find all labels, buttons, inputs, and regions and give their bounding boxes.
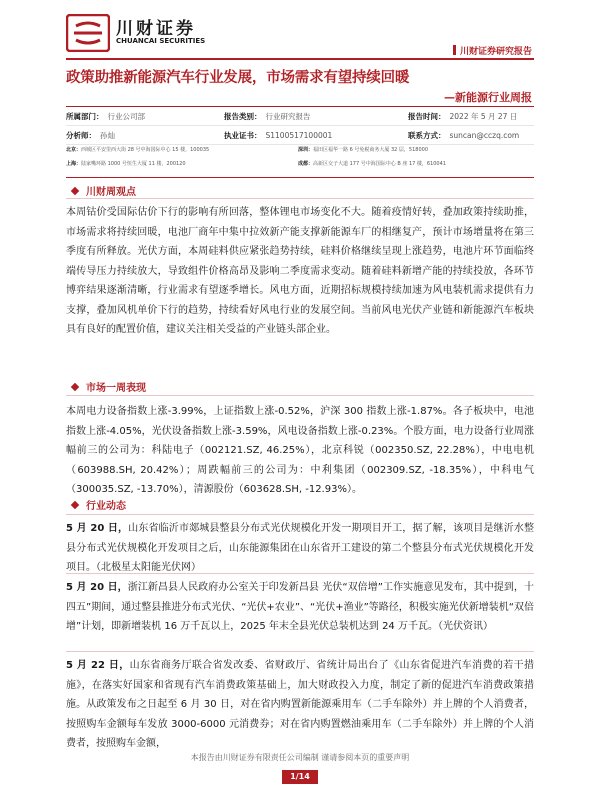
section-title-weekly-view: 川财周观点 [72, 183, 136, 198]
diamond-icon [71, 501, 79, 509]
accent-bar-icon [453, 45, 456, 55]
chuancai-logo [66, 14, 110, 52]
section-divider [66, 395, 534, 396]
report-subheadline: —新能源行业周报 [444, 91, 532, 104]
diamond-icon [71, 383, 79, 391]
news-item: 5 月 22 日，山东省商务厅联合省发改委、省财政厅、省统计局出台了《山东省促进汽车消费的若干措施》，在落实好国家和省现有汽车消费政策基础上，加大财政投入力度，制定了新的促进汽车消费政策措施。从政策发布之日起至 6 月 30 日，对在省内购置新能源乘用车（二手车除外）并上牌的个人消费者，按照购车金额每车发放 3000-6000 元消费券；对在省内购置燃油乘用车（二手车除外）并上牌的个人消费者，按照购车金额， [66, 651, 534, 754]
brand-name: 川财证券 [116, 19, 196, 39]
contact-email[interactable]: suncan@cczq.com [449, 130, 520, 140]
section-title-market-performance: 市场一周表现 [72, 379, 146, 394]
section-divider [66, 198, 534, 199]
brand-name-en: CHUANCAI SECURITIES [116, 37, 206, 45]
info-row: 所属部门： 行业公司部 报告类别： 行业研究报告 报告时间： 2022 年 5 月 27 日 [66, 107, 534, 126]
report-info-table [66, 106, 534, 145]
info-row: 分析师： 孙灿 执业证书： S1100517100001 联系方式： suncan@cczq.com [66, 126, 534, 145]
section-title-industry-news: 行业动态 [72, 497, 126, 512]
info-divider [66, 177, 534, 178]
report-headline: 政策助推新能源汽车行业发展，市场需求有望持续回暖 [66, 70, 410, 86]
diamond-icon [71, 187, 79, 195]
office-address-row: 上海：陆家嘴环路 1000 号恒生大厦 11 楼，200120 成都：高新区交子大道 177 号中海国际中心 B 座 17 楼，610041 [66, 161, 446, 167]
office-address-row: 北京：西城区平安里西大街 28 号中海国际中心 15 楼，100035 深圳：福田区福华一路 6 号免税商务大厦 32 层，518000 [66, 147, 429, 153]
weekly-view-text: 本周钴价受国际估价下行的影响有所回落，整体锂电市场变化不大。随着疫情好转，叠加政策持续助推，市场需求将持续回暖，电池厂商年中集中拉效新产能支撑新能源车厂的相继复产，预计市场增量将在第三季度有所释放。光伏方面，本周硅料供应紧张趋势持续，硅料价格继续呈现上涨趋势，电池片环节面临终端传导压力持续放大，导致组件价格高昂及影响二季度需求变动。随着硅料新增产能的持续投放，各环节博弈结果逐渐清晰，行业需求有望逐季增长。风电方面，近期招标规模持续加速为风电装机需求提供有力支撑，叠加风机单价下行的趋势，持续看好风电行业的发展空间。当前风电光伏产业链和新能源汽车板块具有良好的配置价值，建议关注相关受益的产业链头部企业。 [66, 207, 534, 335]
market-performance-text: 本周电力设备指数上涨-3.99%，上证指数上涨-0.52%，沪深 300 指数上涨-1.87%。各子板块中，电池指数上涨-4.05%，光伏设备指数上涨-3.59%，风电设备指数上涨-0.23%。个股方面，电力设备行业周涨幅前三的公司为：科陆电子（002121.SZ, 46.25%），北京科锐（002350.SZ, 22.28%），中电电机（603988.SH, 20.42%）；周跌幅前三的公司为：中利集团（002309.SZ, -18.35%），中科电气（300035.SZ, -13.70%），清源股份（603628.SH, -12.93%）。 [66, 406, 534, 495]
news-item: 5 月 20 日，山东省临沂市郯城县整县分布式光伏规模化开发一期项目开工，据了解，该项目是继沂水整县分布式光伏规模化开发项目之后，山东能源集团在山东省开工建设的第二个整县分布式光伏规模化开发项目。（北极星太阳能光伏网） [66, 514, 534, 578]
news-item: 5 月 20 日，浙江新昌县人民政府办公室关于印发新昌县 光伏“双倍增”工作实施意见发布，其中提到，十四五”期间，通过整县推进分布式光伏、“光伏+农业”、“光伏+渔业”等路径，积极实施光伏新增装机“双倍增”计划，即新增装机 16 万千瓦以上，2025 年末全县光伏总装机达到 24 万千瓦。（光伏资讯） [66, 573, 534, 637]
report-type-label: 川财证券研究报告 [453, 44, 532, 57]
footer-disclaimer: 本报告由川财证券有限责任公司编制 谨请参阅本页的重要声明 [190, 753, 410, 762]
title-divider [66, 58, 534, 60]
page-number: 1/14 [282, 770, 318, 784]
